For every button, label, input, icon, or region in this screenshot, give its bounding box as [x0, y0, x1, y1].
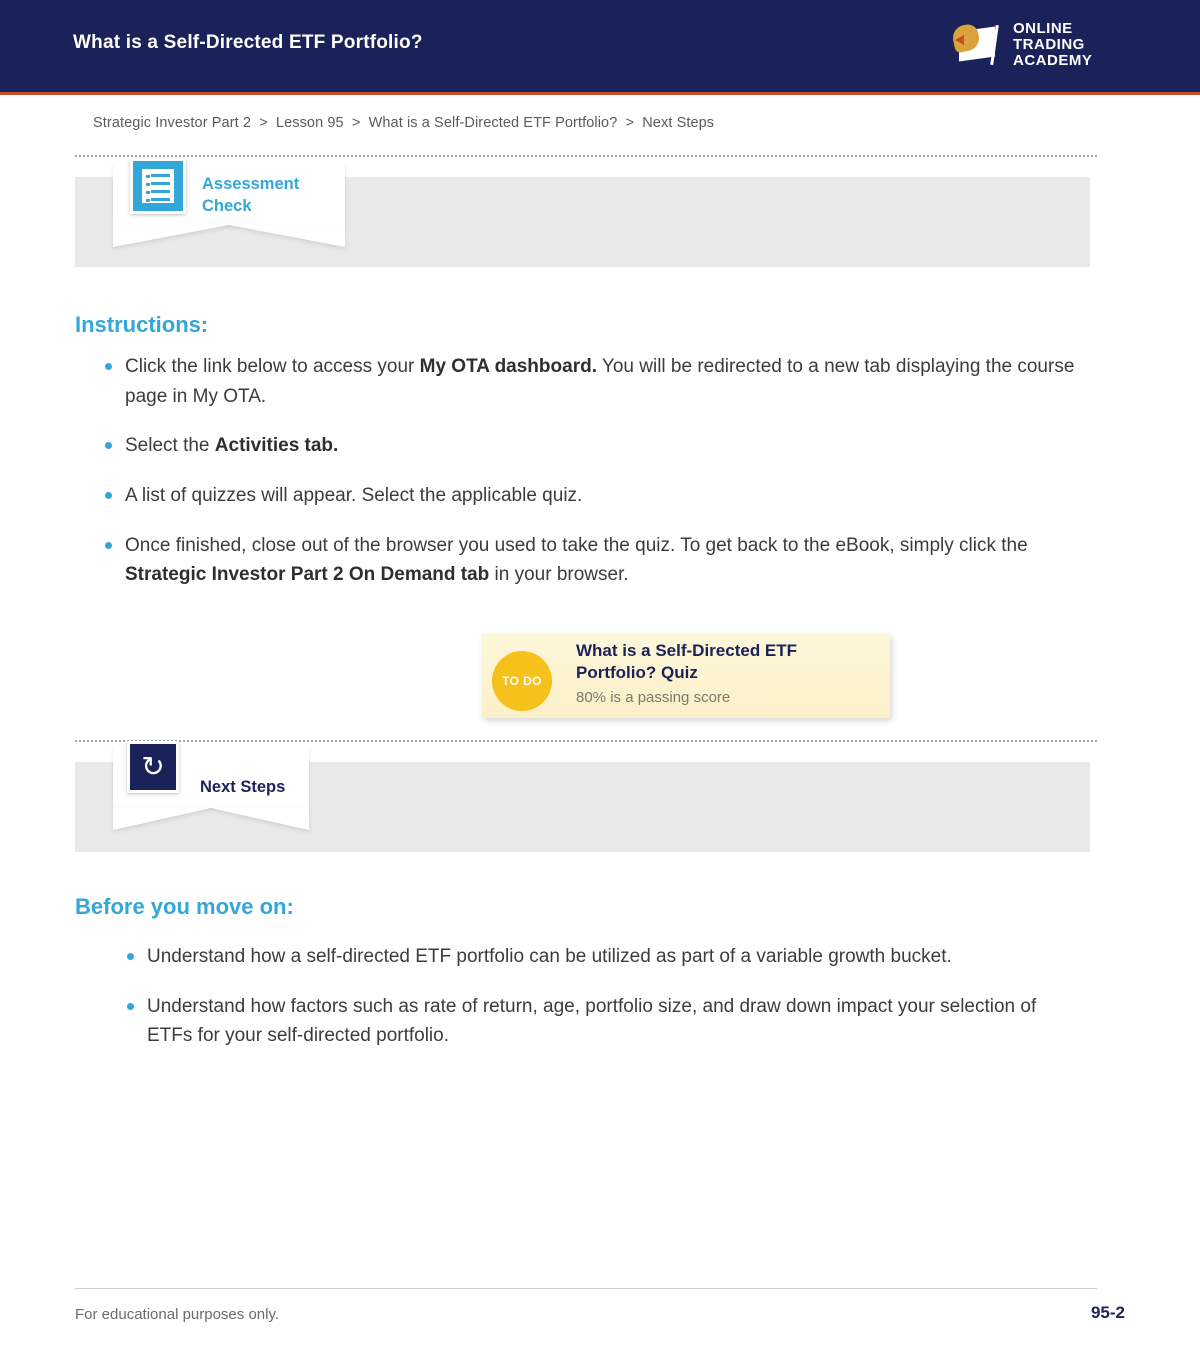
breadcrumb-item-3[interactable]: What is a Self-Directed ETF Portfolio? — [368, 115, 618, 131]
before-you-move-on-list — [122, 942, 1082, 1071]
instruction-text-post: in your browser. — [489, 564, 629, 586]
list-item — [100, 481, 1080, 511]
before-item-text: Understand how a self-directed ETF portfolio can be utilized as part of a variable growth bucket. — [147, 946, 952, 967]
todo-badge: TO DO — [492, 651, 552, 711]
breadcrumb-item-1[interactable]: Strategic Investor Part 2 — [93, 115, 252, 131]
list-item — [122, 992, 1082, 1051]
next-steps-label: Next Steps — [200, 778, 286, 796]
assessment-check-label-line1: Assessment — [202, 175, 300, 193]
instruction-text-bold: My OTA dashboard. — [419, 356, 597, 377]
breadcrumb-separator: > — [625, 115, 635, 131]
logo-line-2: ACADEMY — [1013, 52, 1093, 70]
instruction-text-pre: Once finished, close out of the browser you used to take the quiz. To get back to the eBook, simply click the — [125, 534, 1028, 556]
instructions-heading: Instructions: — [75, 312, 209, 337]
instructions-list — [100, 352, 1080, 610]
assessment-check-tab-notch — [113, 225, 345, 247]
footer-note: For educational purposes only. — [75, 1306, 280, 1323]
instruction-text-pre: Click the link below to access your — [125, 356, 420, 377]
list-item — [100, 531, 1080, 590]
bullet-icon — [127, 1003, 134, 1010]
instruction-text-pre: A list of quizzes will appear. Select the applicable quiz. — [125, 484, 583, 506]
bullet-icon — [105, 442, 112, 449]
instruction-text-post: You will be redirected to a new tab displaying the course page in My OTA. — [125, 356, 1075, 407]
list-item — [122, 942, 1082, 972]
footer-divider — [75, 1288, 1097, 1289]
todo-content — [576, 640, 876, 706]
list-item — [100, 431, 1080, 461]
instruction-text-bold: Activities tab. — [214, 435, 339, 457]
divider-top — [75, 155, 1097, 157]
refresh-icon: ↻ — [127, 741, 179, 793]
before-you-move-on-heading: Before you move on: — [75, 894, 294, 919]
bullet-icon — [105, 542, 112, 549]
instruction-text-pre: Select the — [125, 435, 215, 457]
next-steps-tab-notch — [113, 808, 309, 830]
assessment-check-label-line2: Check — [202, 197, 252, 216]
page-title: What is a Self-Directed ETF Portfolio? — [73, 32, 423, 53]
breadcrumb-item-2[interactable]: Lesson 95 — [275, 115, 344, 131]
logo-line-1: ONLINE TRADING — [1013, 19, 1085, 53]
eagle-flag-icon — [953, 23, 1005, 67]
page-number: 95-2 — [1090, 1303, 1125, 1322]
checklist-icon — [130, 158, 186, 214]
divider-bottom — [75, 740, 1097, 742]
breadcrumb — [93, 115, 718, 131]
breadcrumb-item-4[interactable]: Next Steps — [642, 115, 715, 131]
ota-logo — [953, 20, 1128, 70]
bullet-icon — [127, 953, 134, 960]
bullet-icon — [105, 363, 112, 370]
instruction-text-bold: Strategic Investor Part 2 On Demand tab — [125, 564, 490, 586]
bullet-icon — [105, 492, 112, 499]
todo-subtitle: 80% is a passing score — [576, 688, 731, 706]
breadcrumb-separator: > — [351, 115, 361, 131]
before-item-text: Understand how factors such as rate of return, age, portfolio size, and draw down impact your selection of ETFs for your self-directed portfolio. — [147, 995, 1037, 1047]
breadcrumb-separator: > — [259, 115, 268, 131]
list-item — [100, 352, 1080, 411]
assessment-check-label — [202, 173, 299, 218]
todo-title[interactable]: What is a Self-Directed ETF Portfolio? Quiz — [576, 641, 798, 683]
header-accent-rule — [0, 92, 1200, 95]
